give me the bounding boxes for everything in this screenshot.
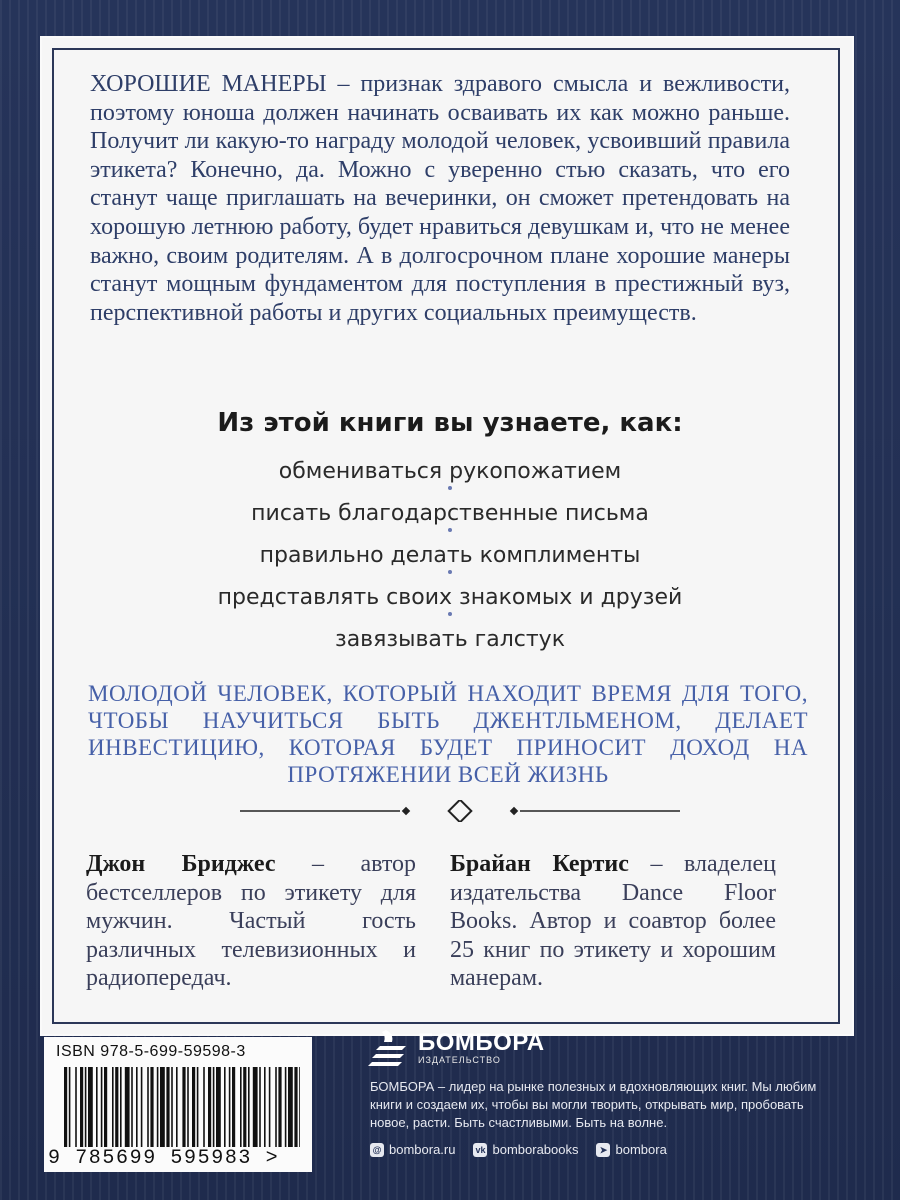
barcode-bar: [208, 1067, 211, 1147]
barcode-bar: [136, 1067, 138, 1147]
barcode-bar: [141, 1067, 143, 1147]
barcode-bar: [278, 1067, 281, 1147]
barcode-bar: [275, 1067, 277, 1147]
barcode-bar: [182, 1067, 185, 1147]
author-left: [86, 850, 416, 993]
social-link-telegram[interactable]: [596, 1142, 666, 1157]
social-label: bombora.ru: [389, 1142, 456, 1157]
intro-paragraph: ХОРОШИЕ МАНЕРЫ – признак здравого смысла и вежливости, поэтому юноша должен начинать осваивать их как можно раньше. Получит ли какую-то награду молодой человек, усвоивший правила этикета? Конечно, да. Можно с уверенно стью сказать, что его станут чаще приглашать на вечеринки, он сможет претендовать на хорошую летнюю работу, будет нравиться девушкам и, что не менее важно, своим родителям. А в долгосрочном плане хорошие манеры станут мощным фундаментом для поступления в престижный вуз, перспективной работы и других социальных преимуществ.: [90, 71, 790, 326]
telegram-icon: ➤: [596, 1143, 610, 1157]
barcode-bar: [80, 1067, 83, 1147]
barcode-bar: [96, 1067, 98, 1147]
barcode-bar: [243, 1067, 246, 1147]
barcode-bar: [269, 1067, 271, 1147]
barcode-bar: [259, 1067, 261, 1147]
learn-item: [80, 618, 820, 660]
author-left-bio: – автор бестселлеров по этикету для мужчин. Частый гость различных телевизионных и радиопередач.: [86, 851, 417, 991]
barcode-bar: [176, 1067, 178, 1147]
barcode-bar: [160, 1067, 165, 1147]
publisher-logo: [368, 1026, 870, 1068]
isbn-label: ISBN 978-5-699-59598-3: [56, 1043, 246, 1060]
publisher-name: БОМБОРА: [418, 1029, 545, 1056]
barcode-bar: [101, 1067, 103, 1147]
barcode-bar: [285, 1067, 287, 1147]
barcode-bar: [69, 1067, 71, 1147]
barcode-bar: [187, 1067, 189, 1147]
social-link-site[interactable]: [370, 1142, 455, 1157]
barcode-bar: [104, 1067, 107, 1147]
learn-item-label: обмениваться рукопожатием: [278, 458, 622, 484]
author-right: [450, 850, 776, 993]
barcode-bar: [264, 1067, 266, 1147]
barcode-bar: [213, 1067, 215, 1147]
barcode-bar: [157, 1067, 159, 1147]
barcode-bar: [166, 1067, 169, 1147]
barcode-bar: [232, 1067, 235, 1147]
author-right-name: Брайан Кертис: [450, 851, 629, 877]
learn-item: [80, 576, 820, 618]
barcode-bar: [294, 1067, 297, 1147]
barcode-bar: [85, 1067, 87, 1147]
barcode-bar: [253, 1067, 258, 1147]
barcode-bar: [171, 1067, 173, 1147]
barcode-bar: [229, 1067, 231, 1147]
social-link-vk[interactable]: [473, 1142, 578, 1157]
barcode-icon: [64, 1067, 300, 1147]
isbn-digits: 9 785699 595983 >: [48, 1147, 280, 1170]
quote-text: МОЛОДОЙ ЧЕЛОВЕК, КОТОРЫЙ НАХОДИТ ВРЕМЯ ДЛЯ ТОГО, ЧТОБЫ НАУЧИТЬСЯ БЫТЬ ДЖЕНТЛЬМЕНОМ, ДЕЛАЕТ ИНВЕСТИЦИЮ, КОТОРАЯ БУДЕТ ПРИНОСИТ ДОХОД НА ПРОТЯЖЕНИИ ВСЕЙ ЖИЗНЬ: [88, 681, 808, 787]
publisher-wordmark: [418, 1029, 545, 1065]
learn-item-label: завязывать галстук: [335, 626, 565, 652]
learn-item-label: правильно делать комплименты: [259, 542, 641, 568]
publisher-description: БОМБОРА – лидер на рынке полезных и вдохновляющих книг. Мы любим книги и создаем их, чтобы вы могли творить, открывать мир, пробовать новое, расти. Быть счастливыми. Быть на волне.: [370, 1079, 817, 1130]
author-left-name: Джон Бриджес: [86, 851, 276, 877]
dot-icon: [448, 486, 452, 490]
barcode-bar: [147, 1067, 149, 1147]
barcode-bar: [299, 1067, 300, 1147]
learn-title: Из этой книги вы узнаете, как:: [217, 408, 683, 438]
ornament-divider-icon: [240, 800, 680, 822]
social-label: bombora: [615, 1142, 667, 1157]
barcode-bar: [197, 1067, 199, 1147]
learn-item-label: представлять своих знакомых и друзей: [217, 584, 683, 610]
barcode-bar: [115, 1067, 118, 1147]
social-label: bomborabooks: [492, 1142, 579, 1157]
dot-icon: [448, 528, 452, 532]
dot-icon: [448, 570, 452, 574]
publisher-block: [360, 1026, 870, 1157]
barcode-bar: [248, 1067, 250, 1147]
barcode-bar: [216, 1067, 221, 1147]
publisher-subtitle: ИЗДАТЕЛЬСТВО: [418, 1055, 501, 1065]
barcode-bar: [192, 1067, 195, 1147]
learn-item: [80, 492, 820, 534]
author-right-bio: – владелец издательства Dance Floor Books. Автор и соавтор более 25 книг по этикету и хорошим манерам.: [450, 851, 777, 991]
barcode-box: [44, 1037, 312, 1172]
barcode-bar: [203, 1067, 205, 1147]
learn-item: [80, 534, 820, 576]
learn-item: [80, 450, 820, 492]
barcode-bar: [64, 1067, 67, 1147]
barcode-bar: [131, 1067, 133, 1147]
barcode-bar: [150, 1067, 153, 1147]
globe-icon: @: [370, 1143, 384, 1157]
barcode-bar: [120, 1067, 122, 1147]
barcode-bar: [125, 1067, 130, 1147]
dot-icon: [448, 612, 452, 616]
barcode-bar: [75, 1067, 77, 1147]
barcode-bar: [224, 1067, 226, 1147]
vk-icon: vk: [475, 1144, 486, 1155]
barcode-bar: [112, 1067, 114, 1147]
barcode-bar: [88, 1067, 93, 1147]
barcode-bar: [240, 1067, 242, 1147]
learn-item-label: писать благодарственные письма: [251, 500, 649, 526]
learn-list: [80, 450, 820, 660]
social-links: [370, 1142, 870, 1157]
barcode-bar: [288, 1067, 293, 1147]
book-stack-logo-icon: [368, 1026, 408, 1068]
